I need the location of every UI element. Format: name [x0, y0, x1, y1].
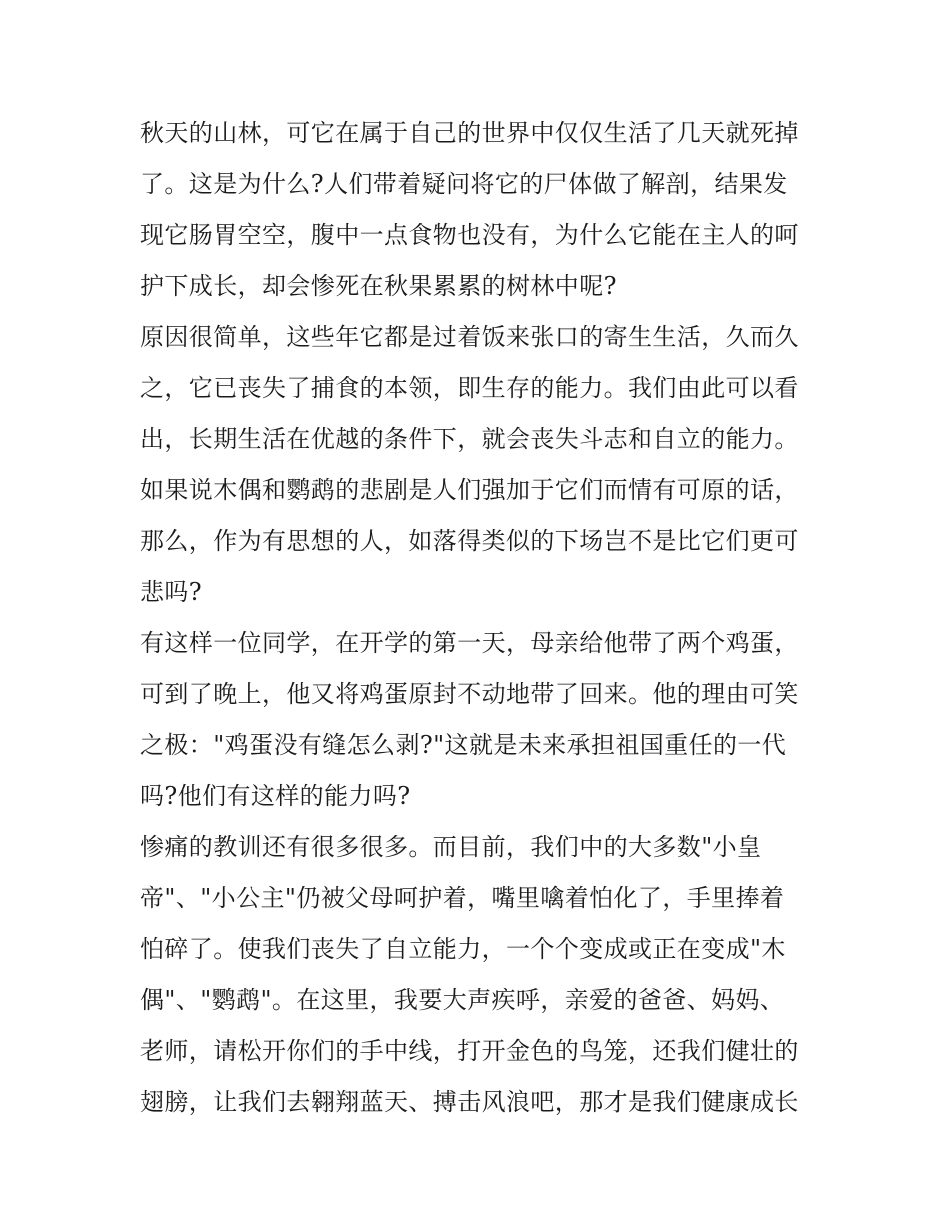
text-line: 帝"、"小公主"仍被父母呵护着，嘴里噙着怕化了，手里捧着: [140, 884, 785, 912]
text-line: 可到了晚上，他又将鸡蛋原封不动地带了回来。他的理由可笑: [140, 680, 799, 708]
essay-text-block: [140, 108, 815, 1128]
text-line: 原因很简单，这些年它都是过着饭来张口的寄生生活，久而久: [140, 323, 799, 351]
text-line: 有这样一位同学，在开学的第一天，母亲给他带了两个鸡蛋，: [140, 629, 799, 657]
text-line: 出，长期生活在优越的条件下，就会丧失斗志和自立的能力。: [140, 425, 799, 453]
text-line: 翅膀，让我们去翱翔蓝天、搏击风浪吧，那才是我们健康成长: [140, 1088, 799, 1116]
text-line: 秋天的山林，可它在属于自己的世界中仅仅生活了几天就死掉: [140, 119, 799, 147]
text-line: 怕碎了。使我们丧失了自立能力，一个个变成或正在变成"木: [140, 935, 786, 963]
text-line: 护下成长，却会惨死在秋果累累的树林中呢?: [140, 272, 617, 300]
text-line: 惨痛的教训还有很多很多。而目前，我们中的大多数"小皇: [140, 833, 762, 861]
text-line: 悲吗?: [140, 578, 203, 606]
text-line: 现它肠胃空空，腹中一点食物也没有，为什么它能在主人的呵: [140, 221, 799, 249]
text-line: 吗?他们有这样的能力吗?: [140, 782, 411, 810]
text-line: 那么，作为有思想的人，如落得类似的下场岂不是比它们更可: [140, 527, 799, 555]
text-line: 老师，请松开你们的手中线，打开金色的鸟笼，还我们健壮的: [140, 1037, 799, 1065]
text-line: 了。这是为什么?人们带着疑问将它的尸体做了解剖，结果发: [140, 170, 788, 198]
text-line: 之极："鸡蛋没有缝怎么剥?"这就是未来承担祖国重任的一代: [140, 731, 787, 759]
text-line: 如果说木偶和鹦鹉的悲剧是人们强加于它们而情有可原的话，: [140, 476, 799, 504]
text-line: 偶"、"鹦鹉"。在这里，我要大声疾呼，亲爱的爸爸、妈妈、: [140, 986, 785, 1014]
text-line: 之，它已丧失了捕食的本领，即生存的能力。我们由此可以看: [140, 374, 799, 402]
